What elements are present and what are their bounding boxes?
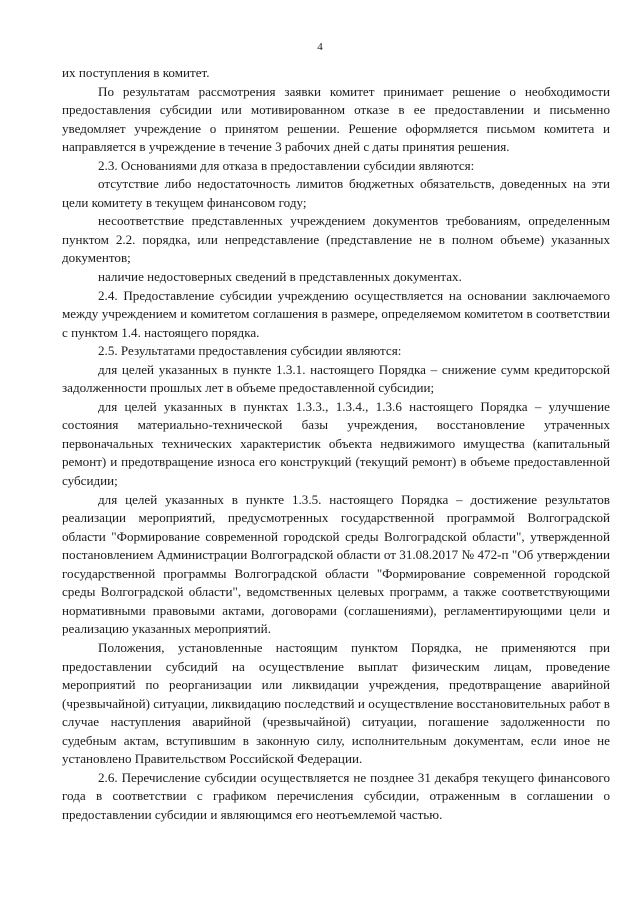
- paragraph-continuation: их поступления в комитет.: [62, 65, 210, 80]
- paragraph-2-5-heading: 2.5. Результатами предоставления субсидии являются:: [98, 343, 402, 359]
- paragraph-refusal-limits: отсутствие либо недостаточность лимитов бюджетных обязательств, доведенных на эти цели комитету в текущем финансовом году;: [62, 176, 610, 210]
- paragraph-2-3-heading: 2.3. Основаниями для отказа в предоставлении субсидии являются:: [98, 157, 475, 173]
- paragraph-2-4: 2.4. Предоставление субсидии учреждению осуществляется на основании заключаемого между учреждением и комитетом соглашения в размере, определяемом комитетом в соответствии с пунктом 1.4. настоящего порядка.: [62, 287, 610, 340]
- paragraph-exceptions: Положения, установленные настоящим пунктом Порядка, не применяются при предоставлении субсидий на осуществление выплат физическим лицам, проведение мероприятий по реорганизации или ликвидации учреждения, предотвращение аварийной (чрезвычайной) ситуации, ликвидацию последствий и осуществление восстановительных работ в случае наступления аварийной (чрезвычайной) ситуации, погашение задолженности по судебным актам, вступившим в законную силу, исполнительным документам, если иное не установлено Правительством Российской Федерации.: [62, 639, 610, 767]
- paragraph-result-1-3-5: для целей указанных в пункте 1.3.5. настоящего Порядка – достижение результатов реализации мероприятий, предусмотренных государственной программой Волгоградской области "Формирование современной городской среды Волгоградской области", утвержденной постановлением Администрации Волгоградской области от 31.08.2017 № 472-п "Об утверждении государственной программы Волгоградской области "Формирование современной городской среды Волгоградской области", ведомственных целевых программ, а также соответствующими нормативными правовыми актами, договорами (соглашениями), регламентирующими цели и реализацию указанных мероприятий.: [62, 491, 610, 637]
- paragraph-result-1-3-3: для целей указанных в пунктах 1.3.3., 1.3.4., 1.3.6 настоящего Порядка – улучшение состояния материально-технической базы учреждения, восстановление утраченных первоначальных технических характеристик объекта недвижимого имущества (капитальный ремонт) и предотвращение износа его конструкций (текущий ремонт) в объеме предоставленной субсидии;: [62, 398, 610, 489]
- paragraph-refusal-false-info: наличие недостоверных сведений в представленных документах.: [98, 269, 462, 285]
- paragraph-refusal-documents: несоответствие представленных учреждением документов требованиям, определенным пунктом 2.2. порядка, или непредставление (представление не в полном объеме) указанных документов;: [62, 213, 610, 266]
- document-body: [62, 64, 610, 824]
- paragraph-review-results: По результатам рассмотрения заявки комитет принимает решение о необходимости предоставления субсидии или мотивированном отказе в ее предоставлении и письменно уведомляет учреждение о принятом решении. Решение оформляется письмом комитета и направляется в учреждение в течение 3 рабочих дней с даты принятия решения.: [62, 83, 610, 155]
- paragraph-2-6: 2.6. Перечисление субсидии осуществляется не позднее 31 декабря текущего финансового года в соответствии с графиком перечисления субсидии, отраженным в соглашении о предоставлении субсидии и являющимся его неотъемлемой частью.: [62, 769, 610, 822]
- page-number: 4: [317, 41, 323, 53]
- paragraph-result-1-3-1: для целей указанных в пункте 1.3.1. настоящего Порядка – снижение сумм кредиторской задолженности прошлых лет в объеме предоставленной субсидии;: [62, 361, 610, 396]
